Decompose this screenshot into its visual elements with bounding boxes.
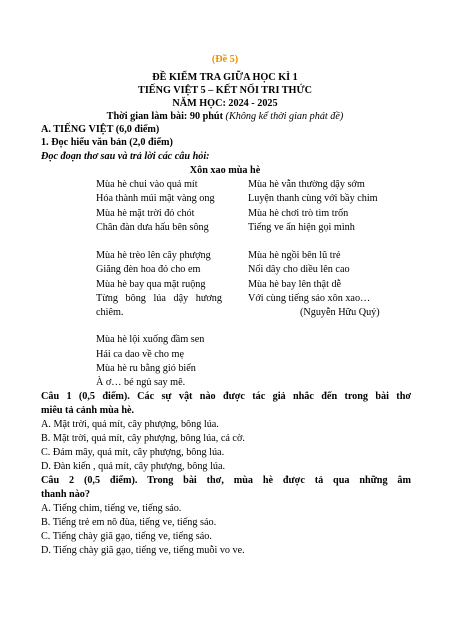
poem-line: Mùa hè mặt trời đỏ chót: [96, 208, 195, 219]
poem-title: Xôn xao mùa hè: [189, 165, 261, 176]
poem-author: (Nguyễn Hữu Quý): [300, 307, 380, 318]
question-2-option-c: C. Tiếng chày giã gạo, tiếng ve, tiếng sáo.: [41, 531, 212, 542]
exam-subject: TIẾNG VIỆT 5 – KẾT NỐI TRI THỨC: [138, 85, 312, 96]
school-year: NĂM HỌC: 2024 - 2025: [172, 98, 278, 109]
poem-line: Mùa hè ngồi bên lũ trẻ: [248, 250, 341, 261]
poem-line: Mùa hè bay lên thật dễ: [248, 279, 342, 290]
poem-line: Từng bông lúa dậy hương: [96, 293, 222, 304]
question-2-option-a: A. Tiếng chim, tiếng ve, tiếng sáo.: [41, 503, 182, 514]
question-1-option-d: D. Đàn kiến , quả mít, cây phượng, bông lúa.: [41, 461, 226, 472]
question-2-option-d: D. Tiếng chày giã gạo, tiếng ve, tiếng muỗi vo ve.: [41, 545, 245, 556]
exam-number: (Đề 5): [211, 54, 239, 65]
subsection-1-heading: 1. Đọc hiểu văn bản (2,0 điểm): [41, 137, 173, 148]
poem-line: Mùa hè lội xuống đầm sen: [96, 334, 205, 345]
question-1-option-a: A. Mặt trời, quả mít, cây phượng, bông lúa.: [41, 419, 219, 430]
poem-line: Nối dây cho diều lên cao: [248, 264, 350, 275]
question-1-option-c: C. Đám mây, quả mít, cây phượng, bông lúa.: [41, 447, 225, 458]
question-1-option-b: B. Mặt trời, quả mít, cây phượng, bông lúa, cá cờ.: [41, 433, 245, 444]
question-2-text: Câu 2 (0,5 điểm). Trong bài thơ, mùa hè được tả qua những âm: [41, 475, 411, 486]
poem-line: Chân đàn dưa hấu bên sông: [96, 222, 209, 233]
question-2-text-cont: thanh nào?: [41, 489, 90, 500]
poem-line: Với cùng tiếng sáo xôn xao…: [248, 293, 371, 304]
poem-line: Hái ca dao về cho mẹ: [96, 349, 184, 360]
time-limit-main: Thời gian làm bài: 90 phút: [106, 111, 223, 122]
poem-line: Mùa hè ru bằng gió biển: [96, 363, 196, 374]
poem-line: Mùa hè bay qua mặt ruộng: [96, 279, 206, 290]
poem-line: Giăng đèn hoa đỏ cho em: [96, 264, 201, 275]
poem-line: Luyện thanh cùng với bầy chim: [248, 193, 378, 204]
poem-line: Mùa hè vẫn thường dậy sớm: [248, 179, 365, 190]
section-a-heading: A. TIẾNG VIỆT (6,0 điểm): [41, 124, 160, 135]
poem-line: Mùa hè chơi trò tìm trốn: [248, 208, 349, 219]
poem-line: Hóa thành múi mật vàng ong: [96, 193, 215, 204]
time-limit: [0, 111, 450, 123]
poem-line: Tiếng ve ẩn hiện gọi mình: [248, 222, 355, 233]
poem-line: Mùa hè trèo lên cây phượng: [96, 250, 211, 261]
reading-instruction: Đọc đoạn thơ sau và trả lời các câu hỏi:: [41, 151, 210, 162]
poem-line: À ơ… bé ngủ say mê.: [96, 377, 186, 388]
poem-line: chiêm.: [96, 307, 124, 318]
question-2-option-b: B. Tiếng trẻ em nô đùa, tiếng ve, tiếng sáo.: [41, 517, 217, 528]
time-limit-note: (Không kể thời gian phát đề): [225, 111, 344, 122]
question-1-text-cont: miêu tả cảnh mùa hè.: [41, 405, 135, 416]
poem-line: Mùa hè chui vào quả mít: [96, 179, 198, 190]
question-1-text: Câu 1 (0,5 điểm). Các sự vật nào được tác giả nhắc đến trong bài thơ: [41, 391, 411, 402]
exam-title: ĐỀ KIỂM TRA GIỮA HỌC KÌ 1: [152, 72, 298, 83]
